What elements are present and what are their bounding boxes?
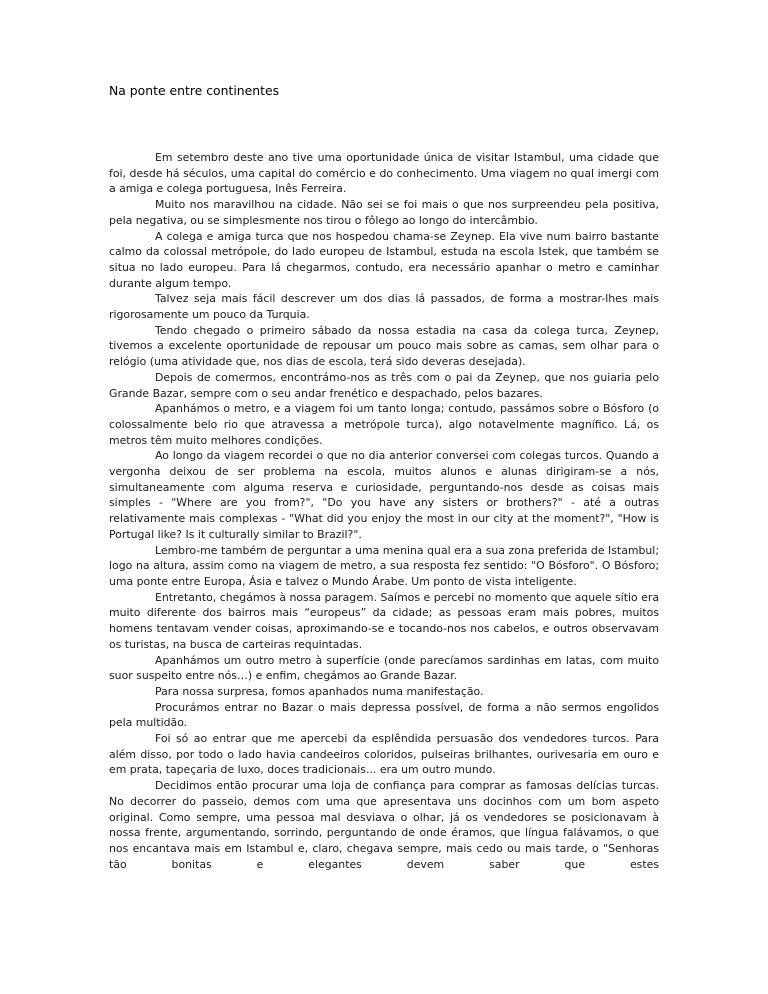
- paragraph: Depois de comermos, encontrámo-nos as três com o pai da Zeynep, que nos guiaria pelo Grande Bazar, sempre com o seu andar frenético e despachado, pelos bazares.: [109, 370, 659, 400]
- paragraph: Apanhámos um outro metro à superfície (onde parecíamos sardinhas em latas, com muito suor suspeito entre nós…) e enfim, chegámos ao Grande Bazar.: [109, 653, 659, 683]
- document-title: Na ponte entre continentes: [109, 83, 280, 98]
- paragraph: Tendo chegado o primeiro sábado da nossa estadia na casa da colega turca, Zeynep, tivemos a excelente oportunidade de repousar um pouco mais sobre as camas, sem olhar para o relógio (uma atividade que, nos dias de escola, terá sido deveras desejada).: [109, 323, 659, 369]
- paragraph: Procurámos entrar no Bazar o mais depressa possível, de forma a não sermos engolidos pela multidão.: [109, 700, 659, 730]
- paragraph: Entretanto, chegámos à nossa paragem. Saímos e percebi no momento que aquele sítio era muito diferente dos bairros mais “europeus” da cidade; as pessoas eram mais pobres, muitos homens tentavam vender coisas, aproximando-se e tocando-nos nos cabelos, e outros observavam os turistas, na busca de carteiras requintadas.: [109, 590, 659, 651]
- paragraph: Talvez seja mais fácil descrever um dos dias lá passados, de forma a mostrar-lhes mais rigorosamente um pouco da Turquia.: [109, 292, 659, 322]
- paragraph: Em setembro deste ano tive uma oportunidade única de visitar Istambul, uma cidade que foi, desde há séculos, uma capital do comércio e do conhecimento. Uma viagem no qual imergi com a amiga e colega portuguesa, Inês Ferreira.: [109, 151, 659, 196]
- paragraph: Ao longo da viagem recordei o que no dia anterior conversei com colegas turcos. Quando a vergonha deixou de ser problema na escola, muitos alunos e alunas dirigiram-se a nós, simultaneamente com alguma reserva e curiosidade, perguntando-nos desde as coisas mais simples - "Where are you from?", "Do you have any sisters or brothers?" - até a outras relativamente mais complexas - "What did you enjoy the most in our city at the moment?", "How is Portugal like? Is it culturally similar to Brazil?".: [109, 449, 659, 541]
- paragraph: Muito nos maravilhou na cidade. Não sei se foi mais o que nos surpreendeu pela positiva, pela negativa, ou se simplesmente nos tirou o fôlego ao longo do intercâmbio.: [109, 198, 659, 227]
- paragraph: Lembro-me também de perguntar a uma menina qual era a sua zona preferida de Istambul; logo na altura, assim como na viagem de metro, a sua resposta fez sentido: "O Bósforo". O Bósforo; uma ponte entre Europa, Ásia e talvez o Mundo Árabe. Um ponto de vista inteligente.: [109, 543, 659, 588]
- paragraph: Decidimos então procurar uma loja de confiança para comprar as famosas delícias turcas. No decorrer do passeio, demos com uma que apresentava uns docinhos com um bom aspeto original. Como sempre, uma pessoa mal desviava o olhar, já os vendedores se posicionavam à nossa frente, argumentando, sorrindo, perguntando de onde éramos, que língua falávamos, o que nos encantava mais em Istambul e, claro, chegava sempre, mais cedo ou mais tarde, o "Senhoras tão bonitas e elegantes devem saber que estes: [109, 779, 659, 871]
- paragraph: Foi só ao entrar que me apercebi da esplêndida persuasão dos vendedores turcos. Para além disso, por todo o lado havia candeeiros coloridos, pulseiras brilhantes, ourivesaria em ouro e em prata, tapeçaria de luxo, doces tradicionais... era um outro mundo.: [109, 732, 659, 777]
- paragraph: Apanhámos o metro, e a viagem foi um tanto longa; contudo, passámos sobre o Bósforo (o colossalmente belo rio que atravessa a metrópole turca), algo notavelmente magnífico. Lá, os metros têm muito melhores condições.: [109, 402, 659, 447]
- paragraph: Para nossa surpresa, fomos apanhados numa manifestação.: [155, 684, 484, 698]
- paragraph: A colega e amiga turca que nos hospedou chama-se Zeynep. Ela vive num bairro bastante calmo da colossal metrópole, do lado europeu de Istambul, estuda na escola Istek, que também se situa no lado europeu. Para lá chegarmos, contudo, era necessário apanhar o metro e caminhar durante algum tempo.: [109, 229, 659, 290]
- document-body: [109, 150, 659, 872]
